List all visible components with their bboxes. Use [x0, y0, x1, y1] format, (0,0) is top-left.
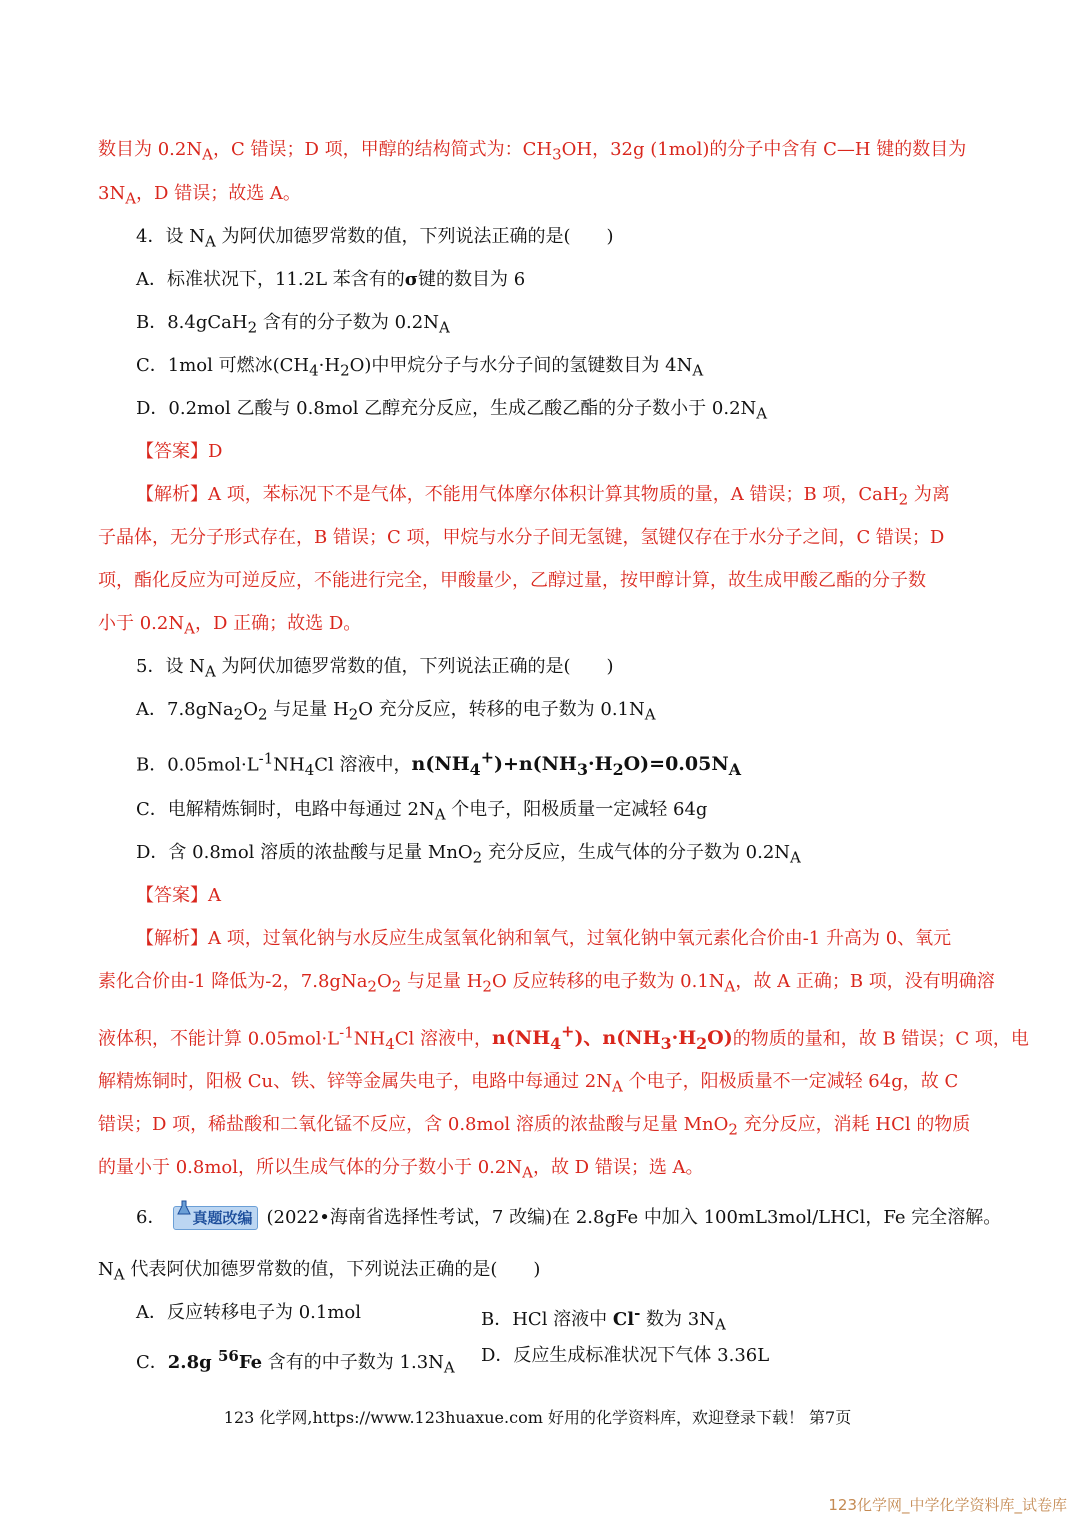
q5-option-b: B．$0.05mol\cdot L^{-1}NH_4Cl$ 溶液中，$n(NH_4^+)+n(NH_3\cdot H_2O)=0.05N_A$	[136, 748, 741, 780]
analysis-line: 【解析】A 项，苯标况下不是气体，不能用气体摩尔体积计算其物质的量，A 错误；B 项，CaH$_2$ 为离	[136, 484, 950, 509]
q4-answer: 【答案】D	[136, 441, 223, 462]
q5-option-c: C．电解精炼铜时，电路中每通过 $2N_A$ 个电子，阳极质量一定减轻 64g	[136, 799, 708, 824]
site-watermark: 123化学网_中学化学资料库_试卷库	[828, 1496, 1067, 1514]
analysis-line: 素化合价由-1 降低为-2，$7.8gNa_2O_2$ 与足量 $H_2O$ 反应转移的电子数为 $0.1N_A$，故 A 正确；B 项，没有明确溶	[98, 971, 995, 996]
q5-option-a: A．$7.8gNa_2O_2$ 与足量 $H_2O$ 充分反应，转移的电子数为 $0.1N_A$	[136, 699, 656, 724]
q4-option-c: C．1mol 可燃冰$(CH_4\cdot H_2O)$中甲烷分子与水分子间的氢键数目为 $4N_A$	[136, 355, 704, 380]
q6-option-d: D．反应生成标准状况下气体 3.36L	[481, 1345, 770, 1366]
flask-icon	[177, 1200, 191, 1216]
q6-stem-line2: $N_A$ 代表阿伏加德罗常数的值，下列说法正确的是( )	[98, 1259, 541, 1284]
q6-stem-text: (2022•海南省选择性考试，7 改编)在 2.8gFe 中加入 100mL3mol/LHCl，Fe 完全溶解。	[266, 1207, 1002, 1228]
q4-option-a: A．标准状况下，11.2L 苯含有的σ键的数目为 6	[136, 269, 526, 290]
q5-answer: 【答案】A	[136, 885, 221, 906]
q6-number: 6．	[136, 1207, 166, 1228]
q5-option-d: D．含 0.8mol 溶质的浓盐酸与足量 MnO$_2$ 充分反应，生成气体的分子数为 $0.2N_A$	[136, 842, 801, 867]
q4-option-d: D．0.2mol 乙酸与 0.8mol 乙醇充分反应，生成乙酸乙酯的分子数小于 $0.2N_A$	[136, 398, 768, 423]
analysis-line: 项，酯化反应为可逆反应，不能进行完全，甲酸量少，乙醇过量，按甲醇计算，故生成甲酸乙酯的分子数	[98, 570, 926, 591]
q6-stem-line1	[136, 1205, 1016, 1231]
analysis-line: 解精炼铜时，阳极 Cu、铁、锌等金属失电子，电路中每通过 $2N_A$ 个电子，阳极质量不一定减轻 64g，故 C	[98, 1071, 959, 1096]
q4-stem: 4．设 $N_A$ 为阿伏加德罗常数的值，下列说法正确的是( )	[136, 226, 614, 251]
q5-stem: 5．设 $N_A$ 为阿伏加德罗常数的值，下列说法正确的是( )	[136, 656, 614, 681]
analysis-line: 小于 $0.2N_A$，D 正确；故选 D。	[98, 613, 362, 638]
analysis-line: 【解析】A 项，过氧化钠与水反应生成氢氧化钠和氧气，过氧化钠中氧元素化合价由-1 升高为 0、氧元	[136, 928, 952, 949]
zhenti-badge: 真题改编	[173, 1206, 258, 1230]
page-footer: 123 化学网,https://www.123huaxue.com 好用的化学资料库，欢迎登录下载！ 第7页	[223, 1408, 852, 1427]
q6-option-c: C．2.8g $^{56}$Fe 含有的中子数为 $1.3N_A$	[136, 1347, 455, 1377]
q4-option-b: B．8.4gCaH$_2$ 含有的分子数为 $0.2N_A$	[136, 312, 450, 337]
analysis-line: 错误；D 项，稀盐酸和二氧化锰不反应，含 0.8mol 溶质的浓盐酸与足量 MnO$_2$ 充分反应，消耗 HCl 的物质	[98, 1114, 971, 1139]
analysis-line: $3N_A$，D 错误；故选 A。	[98, 183, 301, 208]
analysis-line: 的量小于 0.8mol，所以生成气体的分子数小于 $0.2N_A$，故 D 错误；选 A。	[98, 1157, 704, 1182]
analysis-line: 子晶体，无分子形式存在，B 错误；C 项，甲烷与水分子间无氢键，氢键仅存在于水分子之间，C 错误；D	[98, 527, 945, 548]
q6-option-b: B．HCl 溶液中 Cl- 数为 $3N_A$	[481, 1304, 726, 1334]
analysis-line: 液体积，不能计算 $0.05mol\cdot L^{-1}NH_4Cl$ 溶液中，$n(NH_4^+)$、$n(NH_3\cdot H_2O)$的物质的量和，故 B 错误；C 项，电	[98, 1022, 1029, 1054]
q6-option-a: A．反应转移电子为 0.1mol	[136, 1302, 362, 1323]
analysis-line: 数目为 $0.2N_A$，C 错误；D 项，甲醇的结构简式为：$CH_3OH$，32g (1mol)的分子中含有 C—H 键的数目为	[98, 139, 967, 164]
